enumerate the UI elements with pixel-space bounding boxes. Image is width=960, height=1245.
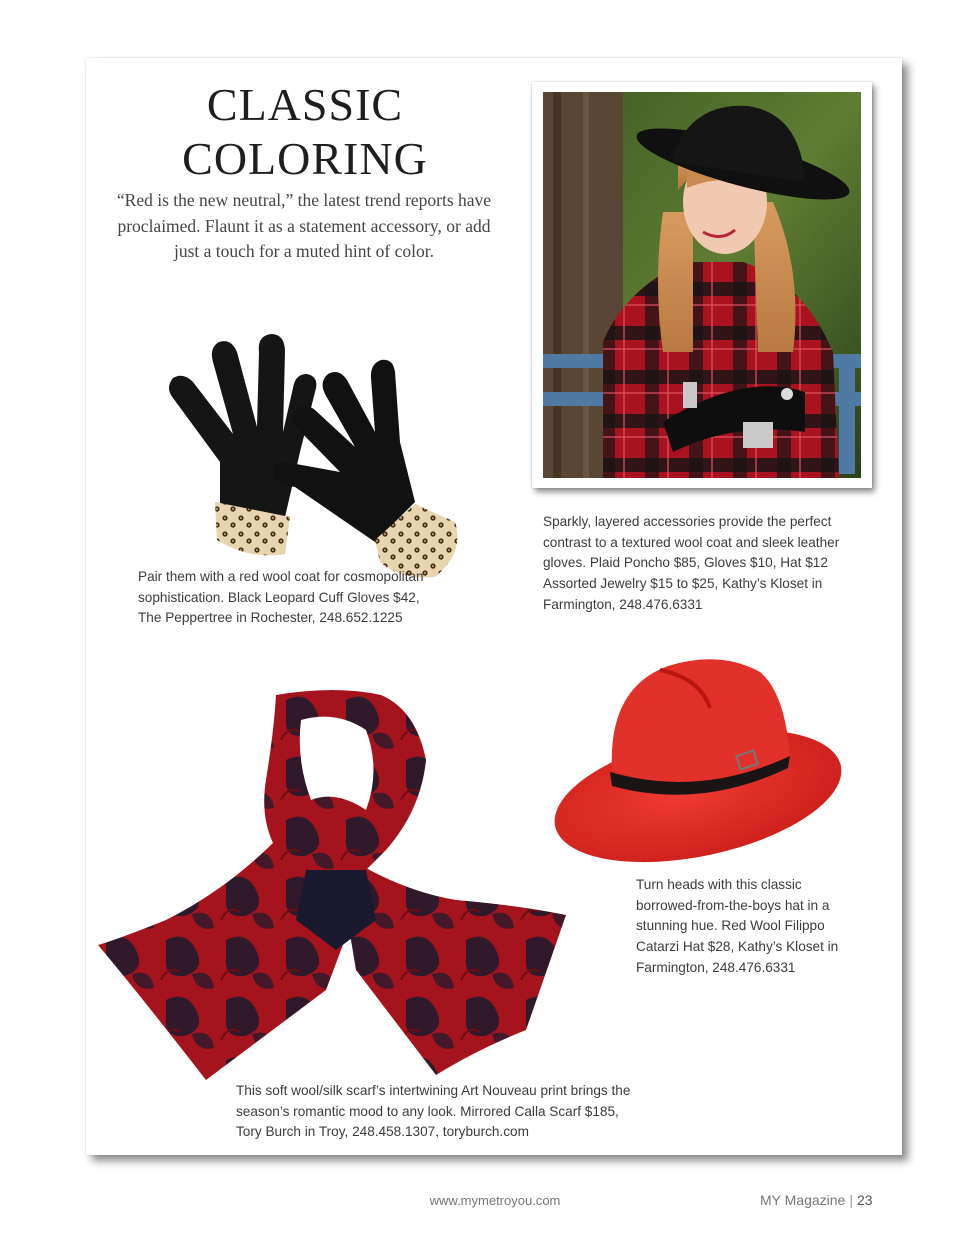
model-photo-frame bbox=[532, 82, 872, 488]
footer-url[interactable]: www.mymetroyou.com bbox=[429, 1193, 561, 1208]
footer-separator: | bbox=[849, 1192, 853, 1208]
article-intro: “Red is the new neutral,” the latest trend reports have proclaimed. Flaunt it as a statement accessory, or add just a touch for a muted hint of color. bbox=[116, 190, 492, 261]
model-photo bbox=[543, 92, 861, 478]
article-title bbox=[150, 78, 460, 186]
red-hat-image bbox=[550, 648, 848, 870]
gloves-caption: Pair them with a red wool coat for cosmopolitan sophistication. Black Leopard Cuff Gloves $42, The Peppertree in Rochester, 248.652.1225 bbox=[138, 569, 424, 626]
gloves-image bbox=[125, 322, 470, 584]
magazine-name: MY Magazine bbox=[760, 1192, 846, 1208]
title-line-2: COLORING bbox=[182, 133, 428, 184]
page-number: 23 bbox=[856, 1192, 873, 1208]
hat-caption: Turn heads with this classic borrowed-from-the-boys hat in a stunning hue. Red Wool Filippo Catarzi Hat $28, Kathy’s Kloset in Farmington, 248.476.6331 bbox=[636, 877, 839, 975]
footer-magazine bbox=[760, 1192, 873, 1208]
scarf-image bbox=[96, 690, 571, 1080]
left-glove bbox=[169, 334, 316, 555]
model-caption: Sparkly, layered accessories provide the perfect contrast to a textured wool coat and sleek leather gloves. Plaid Poncho $85, Gloves $10, Hat $12 Assorted Jewelry $15 to $25, Kathy’s Kloset in Farmington, 248.476.6331 bbox=[543, 514, 840, 612]
title-line-1: CLASSIC bbox=[206, 79, 404, 130]
scarf-caption: This soft wool/silk scarf’s intertwining Art Nouveau print brings the season’s romantic mood to any look. Mirrored Calla Scarf $185, Tory Burch in Troy, 248.458.1307, toryburch.com bbox=[236, 1083, 631, 1140]
